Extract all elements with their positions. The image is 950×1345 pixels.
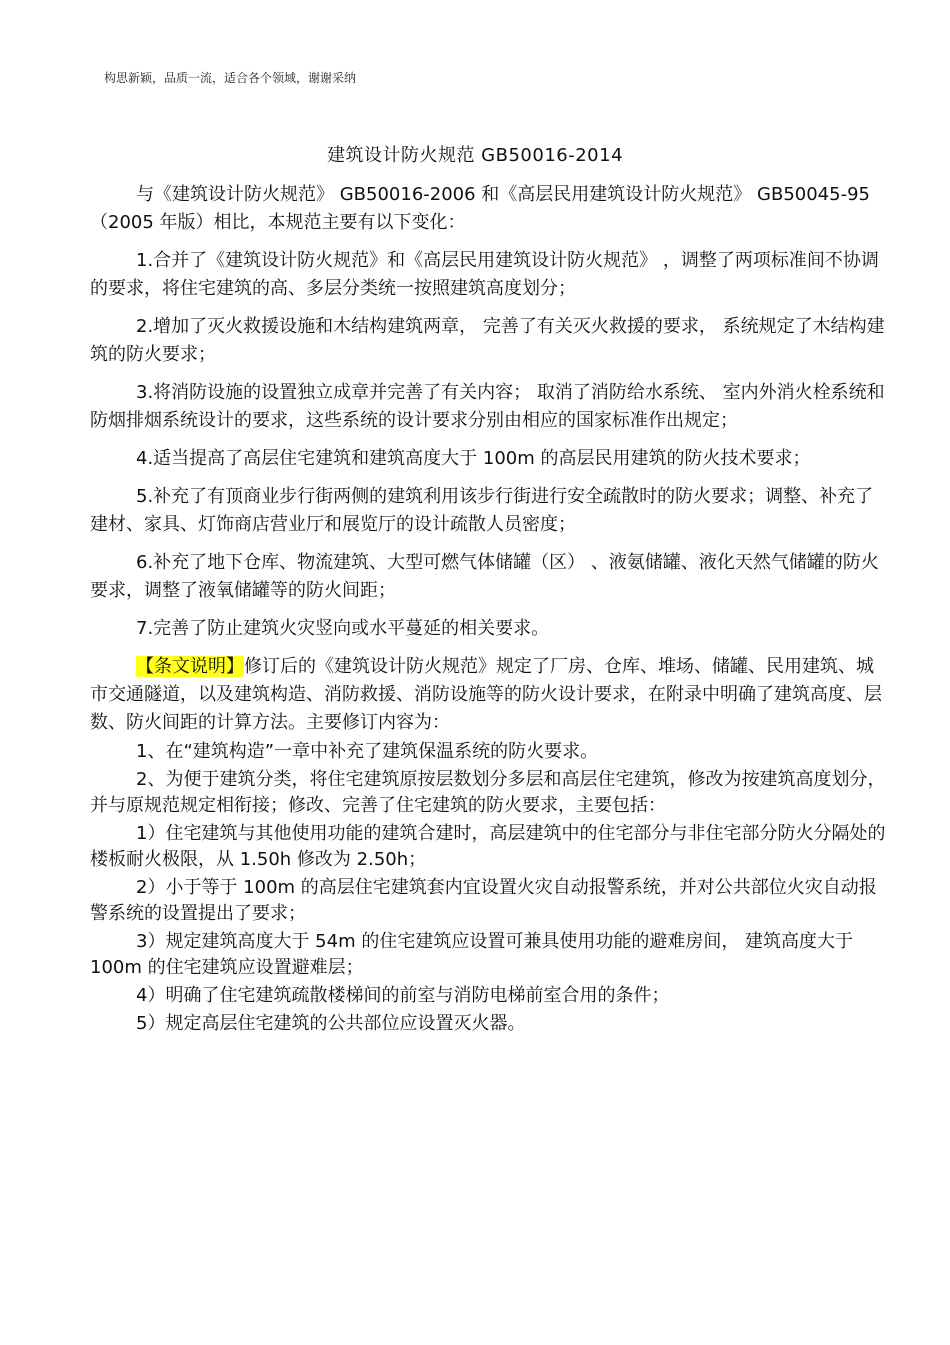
change-item: 6.补充了地下仓库、物流建筑、大型可燃气体储罐（区） 、液氨储罐、液化天然气储罐的防火要求，调整了液氧储罐等的防火间距； <box>90 552 879 601</box>
revision-item: 2）小于等于 100m 的高层住宅建筑套内宜设置火灾自动报警系统，并对公共部位火灾自动报警系统的设置提出了要求； <box>90 877 877 924</box>
revision-item: 1、在“建筑构造”一章中补充了建筑保温系统的防火要求。 <box>136 741 599 762</box>
change-item: 7.完善了防止建筑火灾竖向或水平蔓延的相关要求。 <box>136 618 550 639</box>
change-item: 2.增加了灭火救援设施和木结构建筑两章， 完善了有关灭火救援的要求， 系统规定了木结构建筑的防火要求； <box>90 316 885 365</box>
clause-note-paragraph <box>90 653 890 737</box>
change-item: 4.适当提高了高层住宅建筑和建筑高度大于 100m 的高层民用建筑的防火技术要求； <box>136 448 811 469</box>
document-body <box>90 181 890 1037</box>
revision-item: 2、为便于建筑分类，将住宅建筑原按层数划分多层和高层住宅建筑，修改为按建筑高度划分，并与原规范规定相衔接；修改、完善了住宅建筑的防火要求，主要包括： <box>90 769 886 816</box>
revision-item: 5）规定高层住宅建筑的公共部位应设置灭火器。 <box>136 1013 526 1034</box>
clause-note-label: 【条文说明】 <box>136 656 244 677</box>
clause-note-text: 修订后的《建筑设计防火规范》规定了厂房、仓库、堆场、储罐、民用建筑、城市交通隧道，以及建筑构造、消防救援、消防设施等的防火设计要求，在附录中明确了建筑高度、层数、防火间距的计算方法。主要修订内容为： <box>90 656 882 733</box>
revision-item: 1）住宅建筑与其他使用功能的建筑合建时，高层建筑中的住宅部分与非住宅部分防火分隔处的楼板耐火极限，从 1.50h 修改为 2.50h； <box>90 823 886 870</box>
change-item: 5.补充了有顶商业步行街两侧的建筑利用该步行街进行安全疏散时的防火要求；调整、补充了建材、家具、灯饰商店营业厅和展览厅的设计疏散人员密度； <box>90 486 874 535</box>
change-item: 1.合并了《建筑设计防火规范》和《高层民用建筑设计防火规范》 ，调整了两项标准间不协调的要求，将住宅建筑的高、多层分类统一按照建筑高度划分； <box>90 250 879 299</box>
revision-item: 3）规定建筑高度大于 54m 的住宅建筑应设置可兼具使用功能的避难房间， 建筑高度大于 100m 的住宅建筑应设置避难层； <box>90 931 854 978</box>
revision-item: 4）明确了住宅建筑疏散楼梯间的前室与消防电梯前室合用的条件； <box>136 985 670 1006</box>
page-header-tagline: 构思新颖，品质一流，适合各个领域，谢谢采纳 <box>104 71 357 85</box>
change-item: 3.将消防设施的设置独立成章并完善了有关内容； 取消了消防给水系统、 室内外消火栓系统和防烟排烟系统设计的要求，这些系统的设计要求分别由相应的国家标准作出规定； <box>90 382 885 431</box>
document-title: 建筑设计防火规范 GB50016-2014 <box>326 145 624 166</box>
intro-paragraph: 与《建筑设计防火规范》 GB50016-2006 和《高层民用建筑设计防火规范》 GB50045-95 （2005 年版）相比，本规范主要有以下变化： <box>90 184 870 233</box>
